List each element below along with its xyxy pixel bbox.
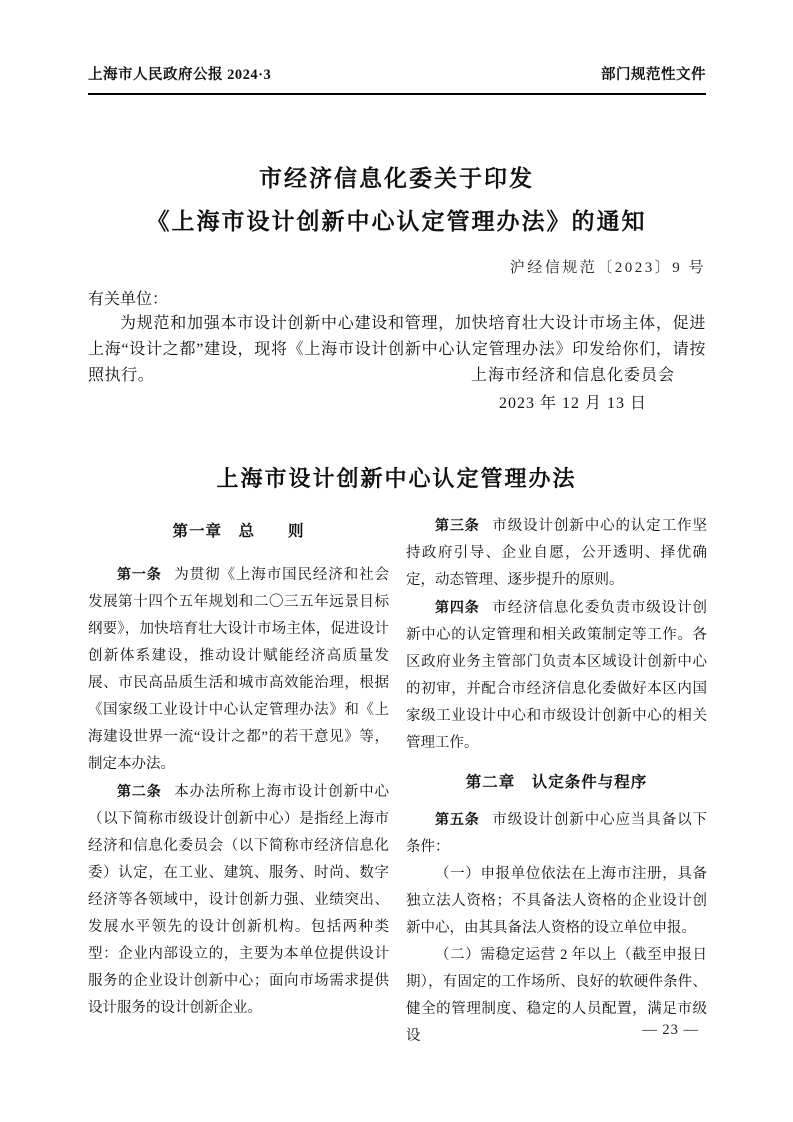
regulation-title: 上海市设计创新中心认定管理办法 — [216, 466, 577, 491]
article-4-text: 市经济信息化委负责市级设计创新中心的认定管理和相关政策制定等工作。各区政府业务主管部门负责本区域设计创新中心的初审，并配合市经济信息化委做好本区内国家级工业设计中心和市级设计创新中心的相关管理工作。 — [406, 600, 708, 751]
notice-body-paragraph: 为规范和加强本市设计创新中心建设和管理，加快培育壮大设计市场主体，促进上海“设计之都”建设，现将《上海市设计创新中心认定管理办法》印发给你们，请按照执行。 — [88, 315, 706, 384]
article-2-label: 第二条 — [117, 783, 162, 799]
article-1-label: 第一条 — [117, 566, 162, 582]
issuing-authority: 上海市经济和信息化委员会 — [470, 367, 675, 384]
issue-date: 2023 年 12 月 13 日 — [498, 395, 647, 412]
left-column — [88, 512, 389, 1050]
clause-item-2: （二）需稳定运营 2 年以上（截至申报日期），有固定的工作场所、良好的软硬件条件、健全的管理制度、稳定的人员配置，满足市级设 — [406, 947, 707, 1044]
signature-block — [471, 362, 675, 418]
gazette-name-label: 上海市人民政府公报 2024·3 — [88, 67, 272, 83]
notice-title-line2: 《上海市设计创新中心认定管理办法》的通知 — [146, 208, 647, 234]
regulation-body — [88, 512, 707, 1050]
article-1-text: 为贯彻《上海市国民经济和社会发展第十四个五年规划和二〇三五年远景目标纲要》，加快培育壮大设计市场主体，促进设计创新体系建设，推动设计赋能经济高质量发展、市民高品质生活和城市高效能治理，根据《国家级工业设计中心认定管理办法》和《上海建设世界一流“设计之都”的若干意见》等，制定本办法。 — [88, 567, 390, 772]
article-2 — [88, 778, 389, 1022]
document-number: 沪经信规范〔2023〕9 号 — [509, 260, 706, 276]
chapter-1-heading: 第一章 总 则 — [172, 523, 305, 540]
article-5-text: 市级设计创新中心应当具备以下条件： — [406, 812, 708, 855]
article-4 — [406, 594, 707, 757]
article-5 — [406, 806, 707, 861]
clause-item-1: （一）申报单位依法在上海市注册，具备独立法人资格；不具备法人资格的企业设计创新中心，由其具备法人资格的设立单位申报。 — [406, 866, 707, 936]
article-2-text: 本办法所称上海市设计创新中心（以下简称市级设计创新中心）是指经上海市经济和信息化委员会（以下简称市经济信息化委）认定，在工业、建筑、服务、时尚、数字经济等各领域中，设计创新力强、业绩突出、发展水平领先的设计创新机构。包括两种类型：企业内部设立的，主要为本单位提供设计服务的企业设计创新中心；面向市场需求提供设计服务的设计创新企业。 — [88, 784, 390, 1016]
document-category-label: 部门规范性文件 — [601, 67, 706, 83]
article-1 — [88, 561, 389, 778]
notice-title — [0, 157, 793, 243]
page-number: — 23 — — [642, 1022, 699, 1038]
chapter-2-heading: 第二章 认定条件与程序 — [465, 774, 648, 791]
page-header — [88, 63, 706, 95]
right-column — [406, 512, 707, 1050]
article-3-label: 第三条 — [435, 517, 480, 533]
article-3 — [406, 512, 707, 594]
salutation: 有关单位： — [88, 291, 169, 308]
article-4-label: 第四条 — [435, 599, 480, 615]
article-3-text: 市级设计创新中心的认定工作坚持政府引导、企业自愿，公开透明、择优确定，动态管理、逐步提升的原则。 — [406, 518, 708, 588]
notice-title-line1: 市经济信息化委关于印发 — [259, 165, 534, 191]
article-5-label: 第五条 — [435, 811, 480, 827]
